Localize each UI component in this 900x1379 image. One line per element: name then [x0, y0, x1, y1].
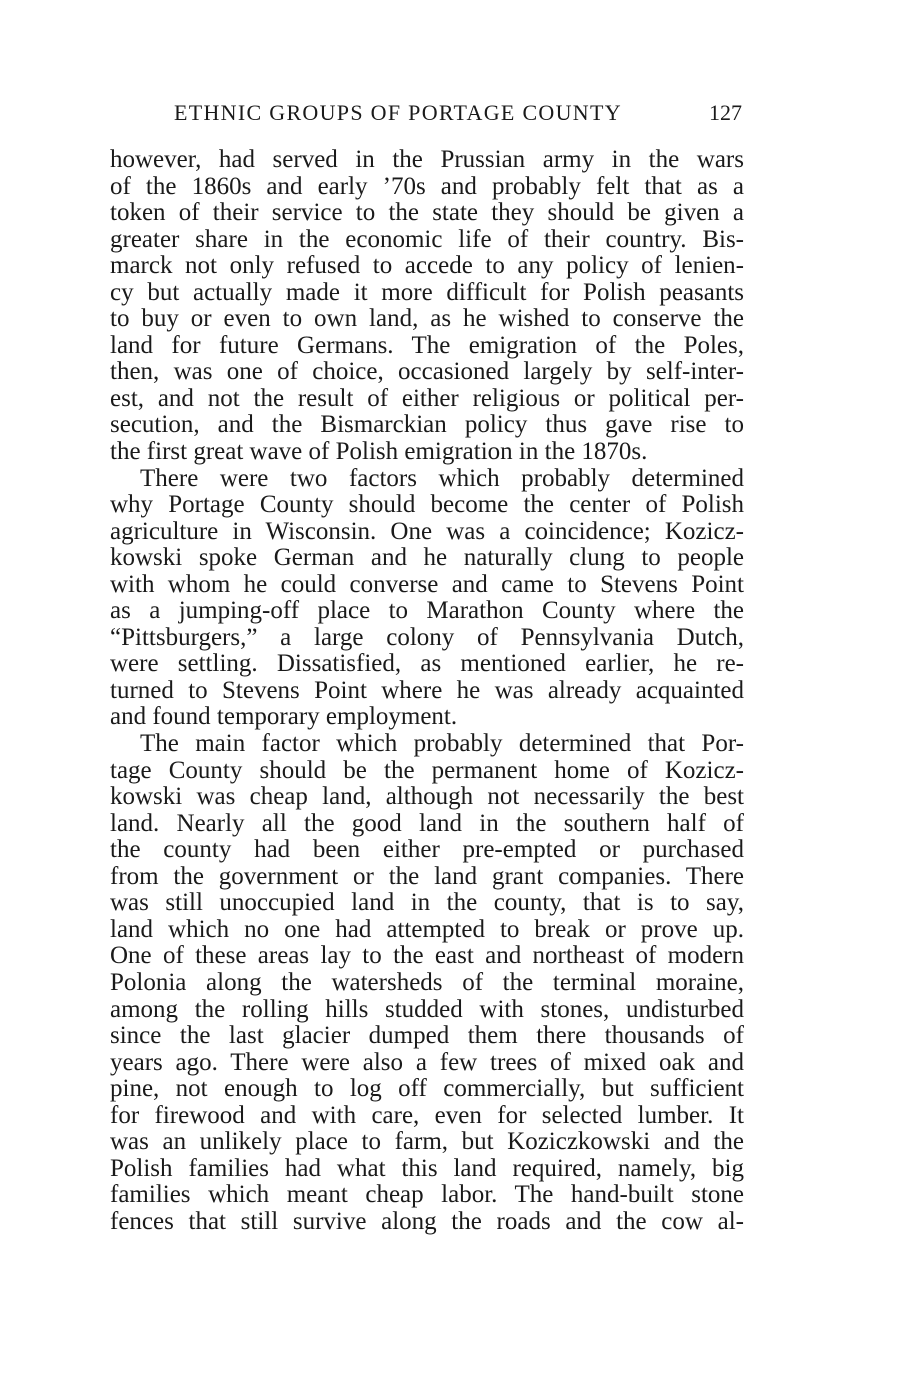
text-line: marck not only refused to accede to any policy of lenien- — [110, 252, 744, 280]
text-line: “Pittsburgers,” a large colony of Pennsylvania Dutch, — [110, 623, 744, 651]
text-line: the first great wave of Polish emigration in the 1870s. — [110, 438, 648, 466]
body-text — [110, 147, 744, 1235]
text-line: land for future Germans. The emigration of the Poles, — [110, 331, 744, 359]
text-line: for firewood and with care, even for selected lumber. It — [110, 1101, 744, 1129]
text-line: turned to Stevens Point where he was already acquainted — [110, 676, 744, 704]
text-line: land. Nearly all the good land in the southern half of — [110, 809, 744, 837]
text-line: and found temporary employment. — [110, 703, 458, 731]
text-line: years ago. There were also a few trees of mixed oak and — [110, 1048, 744, 1076]
text-line: The main factor which probably determined that Por- — [140, 730, 744, 758]
running-title: ETHNIC GROUPS OF PORTAGE COUNTY — [174, 100, 622, 125]
text-line: was an unlikely place to farm, but Koziczkowski and the — [110, 1128, 744, 1156]
paragraph — [110, 731, 744, 1235]
text-line: families which meant cheap labor. The hand-built stone — [110, 1181, 744, 1209]
text-line: to buy or even to own land, as he wished to conserve the — [110, 305, 744, 333]
page-number: 127 — [709, 100, 742, 125]
text-line: kowski spoke German and he naturally clung to people — [110, 544, 744, 572]
text-line: why Portage County should become the center of Polish — [110, 491, 744, 519]
text-line: Polonia along the watersheds of the terminal moraine, — [110, 968, 744, 996]
text-line: One of these areas lay to the east and northeast of modern — [110, 942, 744, 970]
paragraph — [110, 466, 744, 731]
text-line: secution, and the Bismarckian policy thus gave rise to — [110, 411, 744, 439]
text-line: since the last glacier dumped them there thousands of — [110, 1022, 744, 1050]
paragraph — [110, 147, 744, 466]
text-line: greater share in the economic life of their country. Bis- — [110, 225, 744, 253]
text-line: from the government or the land grant companies. There — [110, 862, 744, 890]
text-line: of the 1860s and early ’70s and probably felt that as a — [110, 172, 744, 200]
text-line: with whom he could converse and came to Stevens Point — [110, 570, 744, 598]
text-line: est, and not the result of either religious or political per- — [110, 384, 744, 412]
text-line: agriculture in Wisconsin. One was a coincidence; Kozicz- — [110, 517, 744, 545]
text-line: pine, not enough to log off commercially, but sufficient — [110, 1075, 744, 1103]
running-head — [110, 96, 744, 130]
text-line: then, was one of choice, occasioned largely by self-inter- — [110, 358, 744, 386]
text-line: There were two factors which probably determined — [140, 464, 744, 492]
text-line: token of their service to the state they should be given a — [110, 199, 744, 227]
text-line: were settling. Dissatisfied, as mentioned earlier, he re- — [110, 650, 744, 678]
text-line: as a jumping-off place to Marathon County where the — [110, 597, 744, 625]
text-line: fences that still survive along the roads and the cow al- — [110, 1207, 744, 1235]
text-line: land which no one had attempted to break or prove up. — [110, 915, 744, 943]
text-line: among the rolling hills studded with stones, undisturbed — [110, 995, 744, 1023]
text-line: the county had been either pre-empted or purchased — [110, 836, 744, 864]
text-line: tage County should be the permanent home of Kozicz- — [110, 756, 744, 784]
text-line: however, had served in the Prussian army in the wars — [110, 146, 744, 173]
text-line: cy but actually made it more difficult for Polish peasants — [110, 278, 744, 306]
text-line: was still unoccupied land in the county, that is to say, — [110, 889, 744, 917]
text-line: Polish families had what this land required, namely, big — [110, 1154, 744, 1182]
text-line: kowski was cheap land, although not necessarily the best — [110, 783, 744, 811]
